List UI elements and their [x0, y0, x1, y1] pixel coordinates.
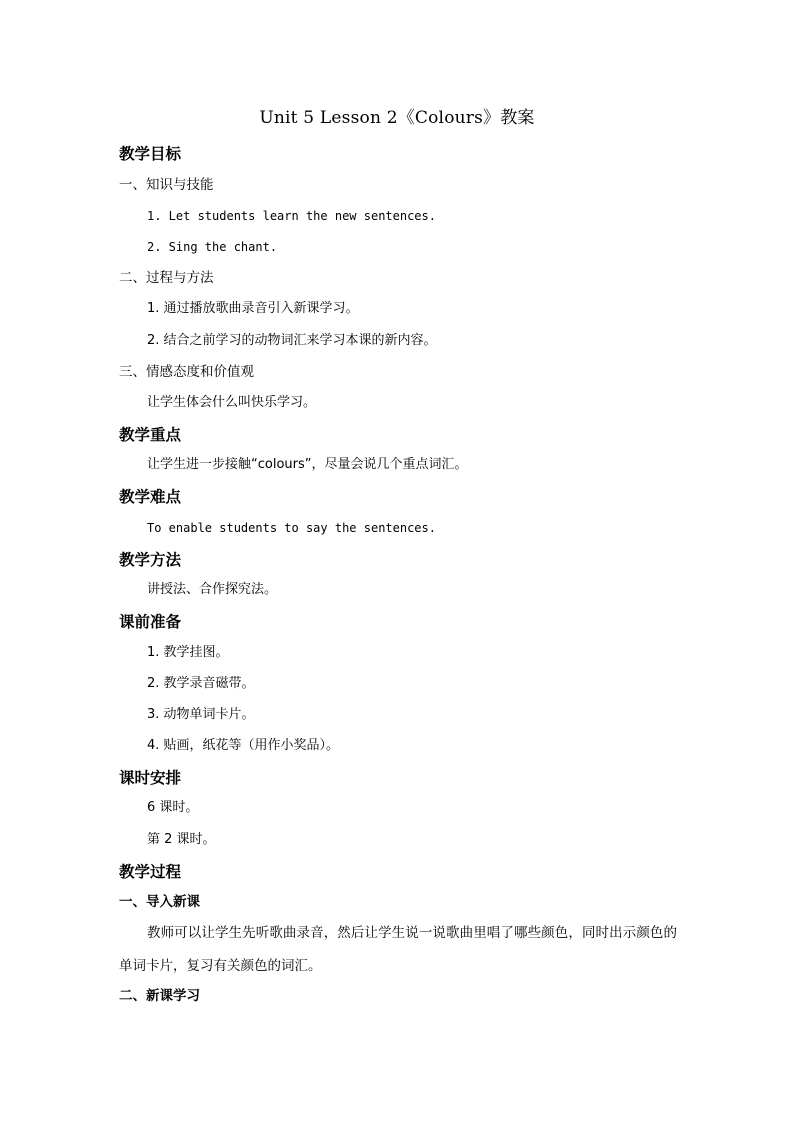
difficulties-heading: 教学难点	[119, 488, 182, 506]
key-points-heading: 教学重点	[119, 426, 182, 444]
preparation-item-1: 1. 教学挂图。	[147, 645, 229, 660]
process-item-2: 2. 结合之前学习的动物词汇来学习本课的新内容。	[147, 333, 437, 348]
preparation-item-3: 3. 动物单词卡片。	[147, 707, 255, 722]
key-points-text: 让学生进一步接触“colours”，尽量会说几个重点词汇。	[147, 457, 468, 472]
procedure-heading: 教学过程	[119, 863, 182, 881]
attitude-text: 让学生体会什么叫快乐学习。	[147, 395, 317, 410]
process-heading: 二、过程与方法	[119, 270, 214, 286]
preparation-item-2: 2. 教学录音磁带。	[147, 676, 255, 691]
new-lesson-heading: 二、新课学习	[119, 988, 200, 1004]
preparation-heading: 课前准备	[119, 613, 182, 631]
document-title: Unit 5 Lesson 2《Colours》教案	[259, 108, 535, 128]
intro-paragraph: 教师可以让学生先听歌曲录音，然后让学生说一说歌曲里唱了哪些颜色，同时出示颜色的单词卡片，复习有关颜色的词汇。	[119, 925, 677, 974]
knowledge-item-1: 1. Let students learn the new sentences.	[147, 209, 436, 223]
process-item-1: 1. 通过播放歌曲录音引入新课学习。	[147, 301, 359, 316]
attitude-heading: 三、情感态度和价值观	[119, 364, 254, 380]
methods-text: 讲授法、合作探究法。	[147, 582, 278, 597]
knowledge-heading: 一、知识与技能	[119, 177, 214, 193]
intro-heading: 一、导入新课	[119, 894, 200, 910]
knowledge-item-2: 2. Sing the chant.	[147, 240, 278, 254]
schedule-item-2: 第 2 课时。	[147, 832, 216, 847]
objectives-heading: 教学目标	[119, 145, 182, 163]
methods-heading: 教学方法	[119, 551, 182, 569]
difficulties-text: To enable students to say the sentences.	[147, 521, 436, 535]
schedule-item-1: 6 课时。	[147, 800, 199, 815]
preparation-item-4: 4. 贴画，纸花等（用作小奖品）。	[147, 738, 340, 753]
schedule-heading: 课时安排	[119, 769, 182, 787]
